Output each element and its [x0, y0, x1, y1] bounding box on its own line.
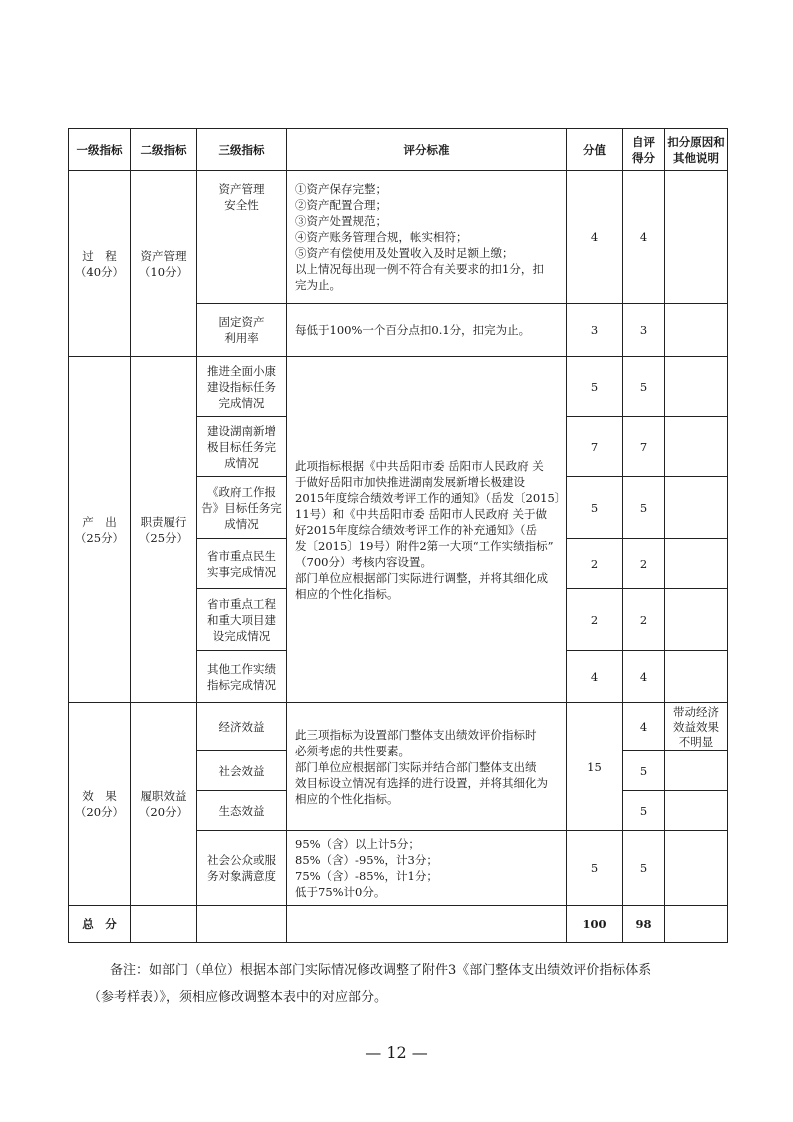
page-number: — 12 — [365, 1043, 428, 1062]
self-score-cell: 5 [623, 791, 665, 831]
criteria-line: 于做好岳阳市加快推进湖南发展新增长极建设 [295, 474, 525, 489]
level2-benefit: 履职效益 （20分） [131, 703, 197, 906]
remarks-cell [665, 589, 728, 651]
criteria-line: 部门单位应根据部门实际并结合部门整体支出绩 [295, 759, 537, 774]
remarks-cell [665, 417, 728, 477]
remarks-cell [665, 304, 728, 357]
shared-score-cell: 15 [567, 703, 623, 831]
remarks-cell [665, 477, 728, 539]
score-cell: 3 [567, 304, 623, 357]
level2-duty: 职责履行 （25分） [131, 357, 197, 703]
criteria-line: 95%（含）以上计5分； [295, 837, 420, 851]
level1-process: 过 程 （40分） [69, 171, 131, 357]
table-row [69, 357, 728, 417]
criteria-line: 75%（含）-85%，计1分； [295, 869, 438, 883]
empty-cell [287, 906, 567, 943]
self-score-cell: 5 [623, 477, 665, 539]
level3-cell: 省市重点民生 实事完成情况 [197, 539, 287, 589]
level1-output: 产 出 （25分） [69, 357, 131, 703]
header-self-score: 自评 得分 [623, 129, 665, 171]
remarks-cell [665, 539, 728, 589]
criteria-line: ④资产账务管理合规，帐实相符； [295, 230, 468, 244]
criteria-line: 完为止。 [295, 278, 341, 292]
score-cell: 5 [567, 831, 623, 906]
score-cell: 2 [567, 589, 623, 651]
criteria-cell [287, 357, 567, 703]
criteria-line: 此项指标根据《中共岳阳市委 岳阳市人民政府 关 [295, 458, 544, 473]
score-cell: 4 [567, 651, 623, 703]
self-score-cell: 5 [623, 751, 665, 791]
remarks-cell [665, 791, 728, 831]
criteria-cell: 每低于100%一个百分点扣0.1分，扣完为止。 [287, 304, 567, 357]
criteria-line: ③资产处置规范； [295, 214, 387, 228]
header-level1: 一级指标 [69, 129, 131, 171]
level3-cell: 其他工作实绩 指标完成情况 [197, 651, 287, 703]
footnote [88, 957, 710, 1011]
criteria-cell [287, 703, 567, 831]
self-score-cell: 4 [623, 651, 665, 703]
footnote-line2: （参考样表）》，须相应修改调整本表中的对应部分。 [88, 990, 388, 1005]
criteria-line: 以上情况每出现一例不符合有关要求的扣1分，扣 [295, 262, 544, 276]
criteria-line: 11号）和《中共岳阳市委 岳阳市人民政府 关于做 [295, 506, 547, 521]
header-row [69, 129, 728, 171]
self-score-cell: 4 [623, 171, 665, 304]
level3-cell: 《政府工作报 告》目标任务完 成情况 [197, 477, 287, 539]
remarks-cell [665, 751, 728, 791]
level2-asset-management: 资产管理 （10分） [131, 171, 197, 357]
level3-cell: 建设湖南新增 极目标任务完 成情况 [197, 417, 287, 477]
level3-cell: 生态效益 [197, 791, 287, 831]
header-level2: 二级指标 [131, 129, 197, 171]
remarks-cell [665, 171, 728, 304]
remarks-cell [665, 651, 728, 703]
level3-cell: 固定资产 利用率 [197, 304, 287, 357]
total-row [69, 906, 728, 943]
criteria-line: 部门单位应根据部门实际进行调整，并将其细化成 [295, 570, 548, 585]
total-label: 总 分 [69, 906, 131, 943]
total-score: 100 [567, 906, 623, 943]
header-level3: 三级指标 [197, 129, 287, 171]
remarks-cell [665, 831, 728, 906]
self-score-cell: 4 [623, 703, 665, 751]
criteria-line: 相应的个性化指标。 [295, 791, 399, 806]
score-cell: 2 [567, 539, 623, 589]
criteria-line: ⑤资产有偿使用及处置收入及时足额上缴； [295, 246, 514, 260]
score-cell: 7 [567, 417, 623, 477]
score-cell: 5 [567, 477, 623, 539]
score-cell: 4 [567, 171, 623, 304]
score-cell: 5 [567, 357, 623, 417]
criteria-line: 发〔2015〕19号）附件2第一大项“工作实绩指标” [295, 538, 554, 553]
level3-cell: 社会公众或服 务对象满意度 [197, 831, 287, 906]
level3-cell: 社会效益 [197, 751, 287, 791]
level3-cell: 资产管理 安全性 [197, 171, 287, 304]
criteria-line: 相应的个性化指标。 [295, 586, 399, 601]
criteria-cell [287, 831, 567, 906]
footnote-line1: 备注：如部门（单位）根据本部门实际情况修改调整了附件3《部门整体支出绩效评价指标体系 [110, 963, 652, 978]
self-score-cell: 2 [623, 539, 665, 589]
table-row [69, 703, 728, 751]
self-score-cell: 5 [623, 831, 665, 906]
level3-cell: 经济效益 [197, 703, 287, 751]
self-score-cell: 7 [623, 417, 665, 477]
criteria-line: ①资产保存完整； [295, 182, 387, 196]
remarks-cell: 带动经济 效益效果 不明显 [665, 703, 728, 751]
header-remarks: 扣分原因和 其他说明 [665, 129, 728, 171]
table-row [69, 171, 728, 304]
criteria-line: （700分）考核内容设置。 [295, 554, 432, 569]
criteria-line: ②资产配置合理； [295, 198, 387, 212]
total-self-score: 98 [623, 906, 665, 943]
header-score: 分值 [567, 129, 623, 171]
level3-cell: 省市重点工程 和重大项目建 设完成情况 [197, 589, 287, 651]
criteria-line: 效目标设立情况有选择的进行设置，并将其细化为 [295, 775, 548, 790]
level1-effect: 效 果 （20分） [69, 703, 131, 906]
criteria-line: 2015年度综合绩效考评工作的通知》（岳发〔2015〕 [295, 490, 567, 505]
level3-cell: 推进全面小康 建设指标任务 完成情况 [197, 357, 287, 417]
criteria-line: 此三项指标为设置部门整体支出绩效评价指标时 [295, 727, 537, 742]
remarks-cell [665, 357, 728, 417]
criteria-cell [287, 171, 567, 304]
empty-cell [131, 906, 197, 943]
header-criteria: 评分标准 [287, 129, 567, 171]
criteria-line: 必须考虑的共性要素。 [295, 743, 410, 758]
criteria-line: 好2015年度综合绩效考评工作的补充通知》（岳 [295, 522, 538, 537]
evaluation-table [68, 128, 728, 943]
empty-cell [197, 906, 287, 943]
criteria-line: 低于75%计0分。 [295, 885, 386, 899]
self-score-cell: 3 [623, 304, 665, 357]
criteria-line: 85%（含）-95%，计3分； [295, 853, 438, 867]
empty-cell [665, 906, 728, 943]
self-score-cell: 5 [623, 357, 665, 417]
self-score-cell: 2 [623, 589, 665, 651]
